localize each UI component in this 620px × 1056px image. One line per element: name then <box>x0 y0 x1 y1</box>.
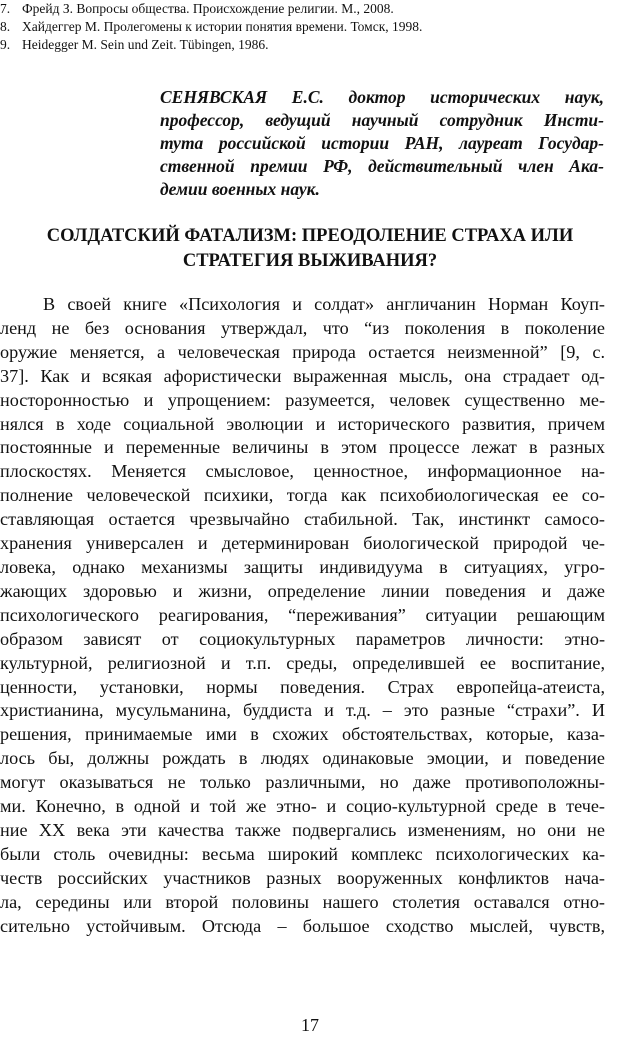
reference-item <box>0 0 600 18</box>
reference-number: 9. <box>0 37 11 52</box>
body-text-line: психологического реагирования, “переживания” ситуации решающим <box>0 604 605 625</box>
article-title <box>0 224 620 274</box>
body-text-line: нялся в ходе социальной эволюции и исторического развития, причем <box>0 413 605 434</box>
article-title-line: СОЛДАТСКИЙ ФАТАЛИЗМ: ПРЕОДОЛЕНИЕ СТРАХА ИЛИ <box>46 226 574 246</box>
reference-list <box>0 0 600 54</box>
body-text-line: носторонностью и упрощением: разумеется, человек существенно ме- <box>0 389 605 410</box>
body-text-line: решения, принимаемые ими в схожих обстоятельствах, которые, каза- <box>0 724 605 745</box>
body-text-line: ставляющая остается чрезвычайно стабильной. Так, инстинкт самосо- <box>0 509 605 530</box>
body-text-line: культурной, религиозной и т.п. среды, определившей ее воспитание, <box>0 652 605 673</box>
author-info-line: профессор, ведущий научный сотрудник Инсти- <box>160 110 604 130</box>
body-text-line: христианина, мусульманина, буддиста и т.д. – это разные “страхи”. И <box>0 700 605 721</box>
author-info-line: СЕНЯВСКАЯ Е.С. доктор исторических наук, <box>160 87 604 107</box>
author-info-line: демии военных наук. <box>160 179 320 199</box>
body-text-line: ловека, однако механизмы защиты индивидуума в ситуациях, угро- <box>0 556 605 577</box>
body-text-line: оружие меняется, а человеческая природа остается неизменной” [9, с. <box>0 341 605 362</box>
body-text-line: ценности, установки, нормы поведения. Страх европейца-атеиста, <box>0 676 605 697</box>
body-text-line: 37]. Как и всякая афористически выраженная мысль, она страдает од- <box>0 365 605 386</box>
body-paragraph <box>0 293 605 938</box>
body-text-line: сительно устойчивым. Отсюда – большое сходство мыслей, чувств, <box>0 915 605 936</box>
body-text-line: ленд не без основания утверждал, что “из поколения в поколение <box>0 317 605 338</box>
body-text-line: жающих здоровью и жизни, определение линии поведения и даже <box>0 580 605 601</box>
body-text-line: ние XX века эти качества также подвергались изменениям, но они не <box>0 819 605 840</box>
body-text-line: ла, середины или второй половины нашего столетия оставался отно- <box>0 891 605 912</box>
reference-number: 8. <box>0 19 11 34</box>
body-text-line: полнение человеческой психики, тогда как психобиологическая ее со- <box>0 485 605 506</box>
body-text-line: образом зависят от социокультурных параметров личности: этно- <box>0 628 605 649</box>
body-text-line: В своей книге «Психология и солдат» англичанин Норман Коуп- <box>43 294 605 314</box>
page-number: 17 <box>301 1015 319 1035</box>
body-text-line: плоскостях. Меняется смысловое, ценностное, информационное на- <box>0 461 605 482</box>
body-text-line: честв российских участников разных вооруженных конфликтов нача- <box>0 867 605 888</box>
body-text-line: могут оказываться не только различными, но даже противоположны- <box>0 772 605 793</box>
author-info-line: ственной премии РФ, действительный член Ака- <box>160 156 604 176</box>
reference-number: 7. <box>0 1 11 16</box>
reference-item <box>0 36 600 54</box>
body-text-line: лось бы, должны рождать в людях одинаковые эмоции, и поведение <box>0 748 605 769</box>
body-text-line: были столь очевидны: весьма широкий комплекс психологических ка- <box>0 843 605 864</box>
reference-item <box>0 18 600 36</box>
body-text-line: постоянные и переменные величины в этом процессе лежат в разных <box>0 437 605 458</box>
article-title-line: СТРАТЕГИЯ ВЫЖИВАНИЯ? <box>182 251 438 271</box>
reference-text: Фрейд З. Вопросы общества. Происхождение религии. М., 2008. <box>22 1 394 16</box>
reference-text: Heidegger M. Sein und Zeit. Tübingen, 1986. <box>22 37 269 52</box>
body-text-line: хранения универсален и детерминирован биологической природой че- <box>0 533 605 554</box>
author-info <box>160 86 604 201</box>
author-info-line: тута российской истории РАН, лауреат Государ- <box>160 133 604 153</box>
body-text-line: ми. Конечно, в одной и той же этно- и социо-культурной среде в тече- <box>0 796 605 817</box>
reference-text: Хайдеггер М. Пролегомены к истории понятия времени. Томск, 1998. <box>22 19 423 34</box>
